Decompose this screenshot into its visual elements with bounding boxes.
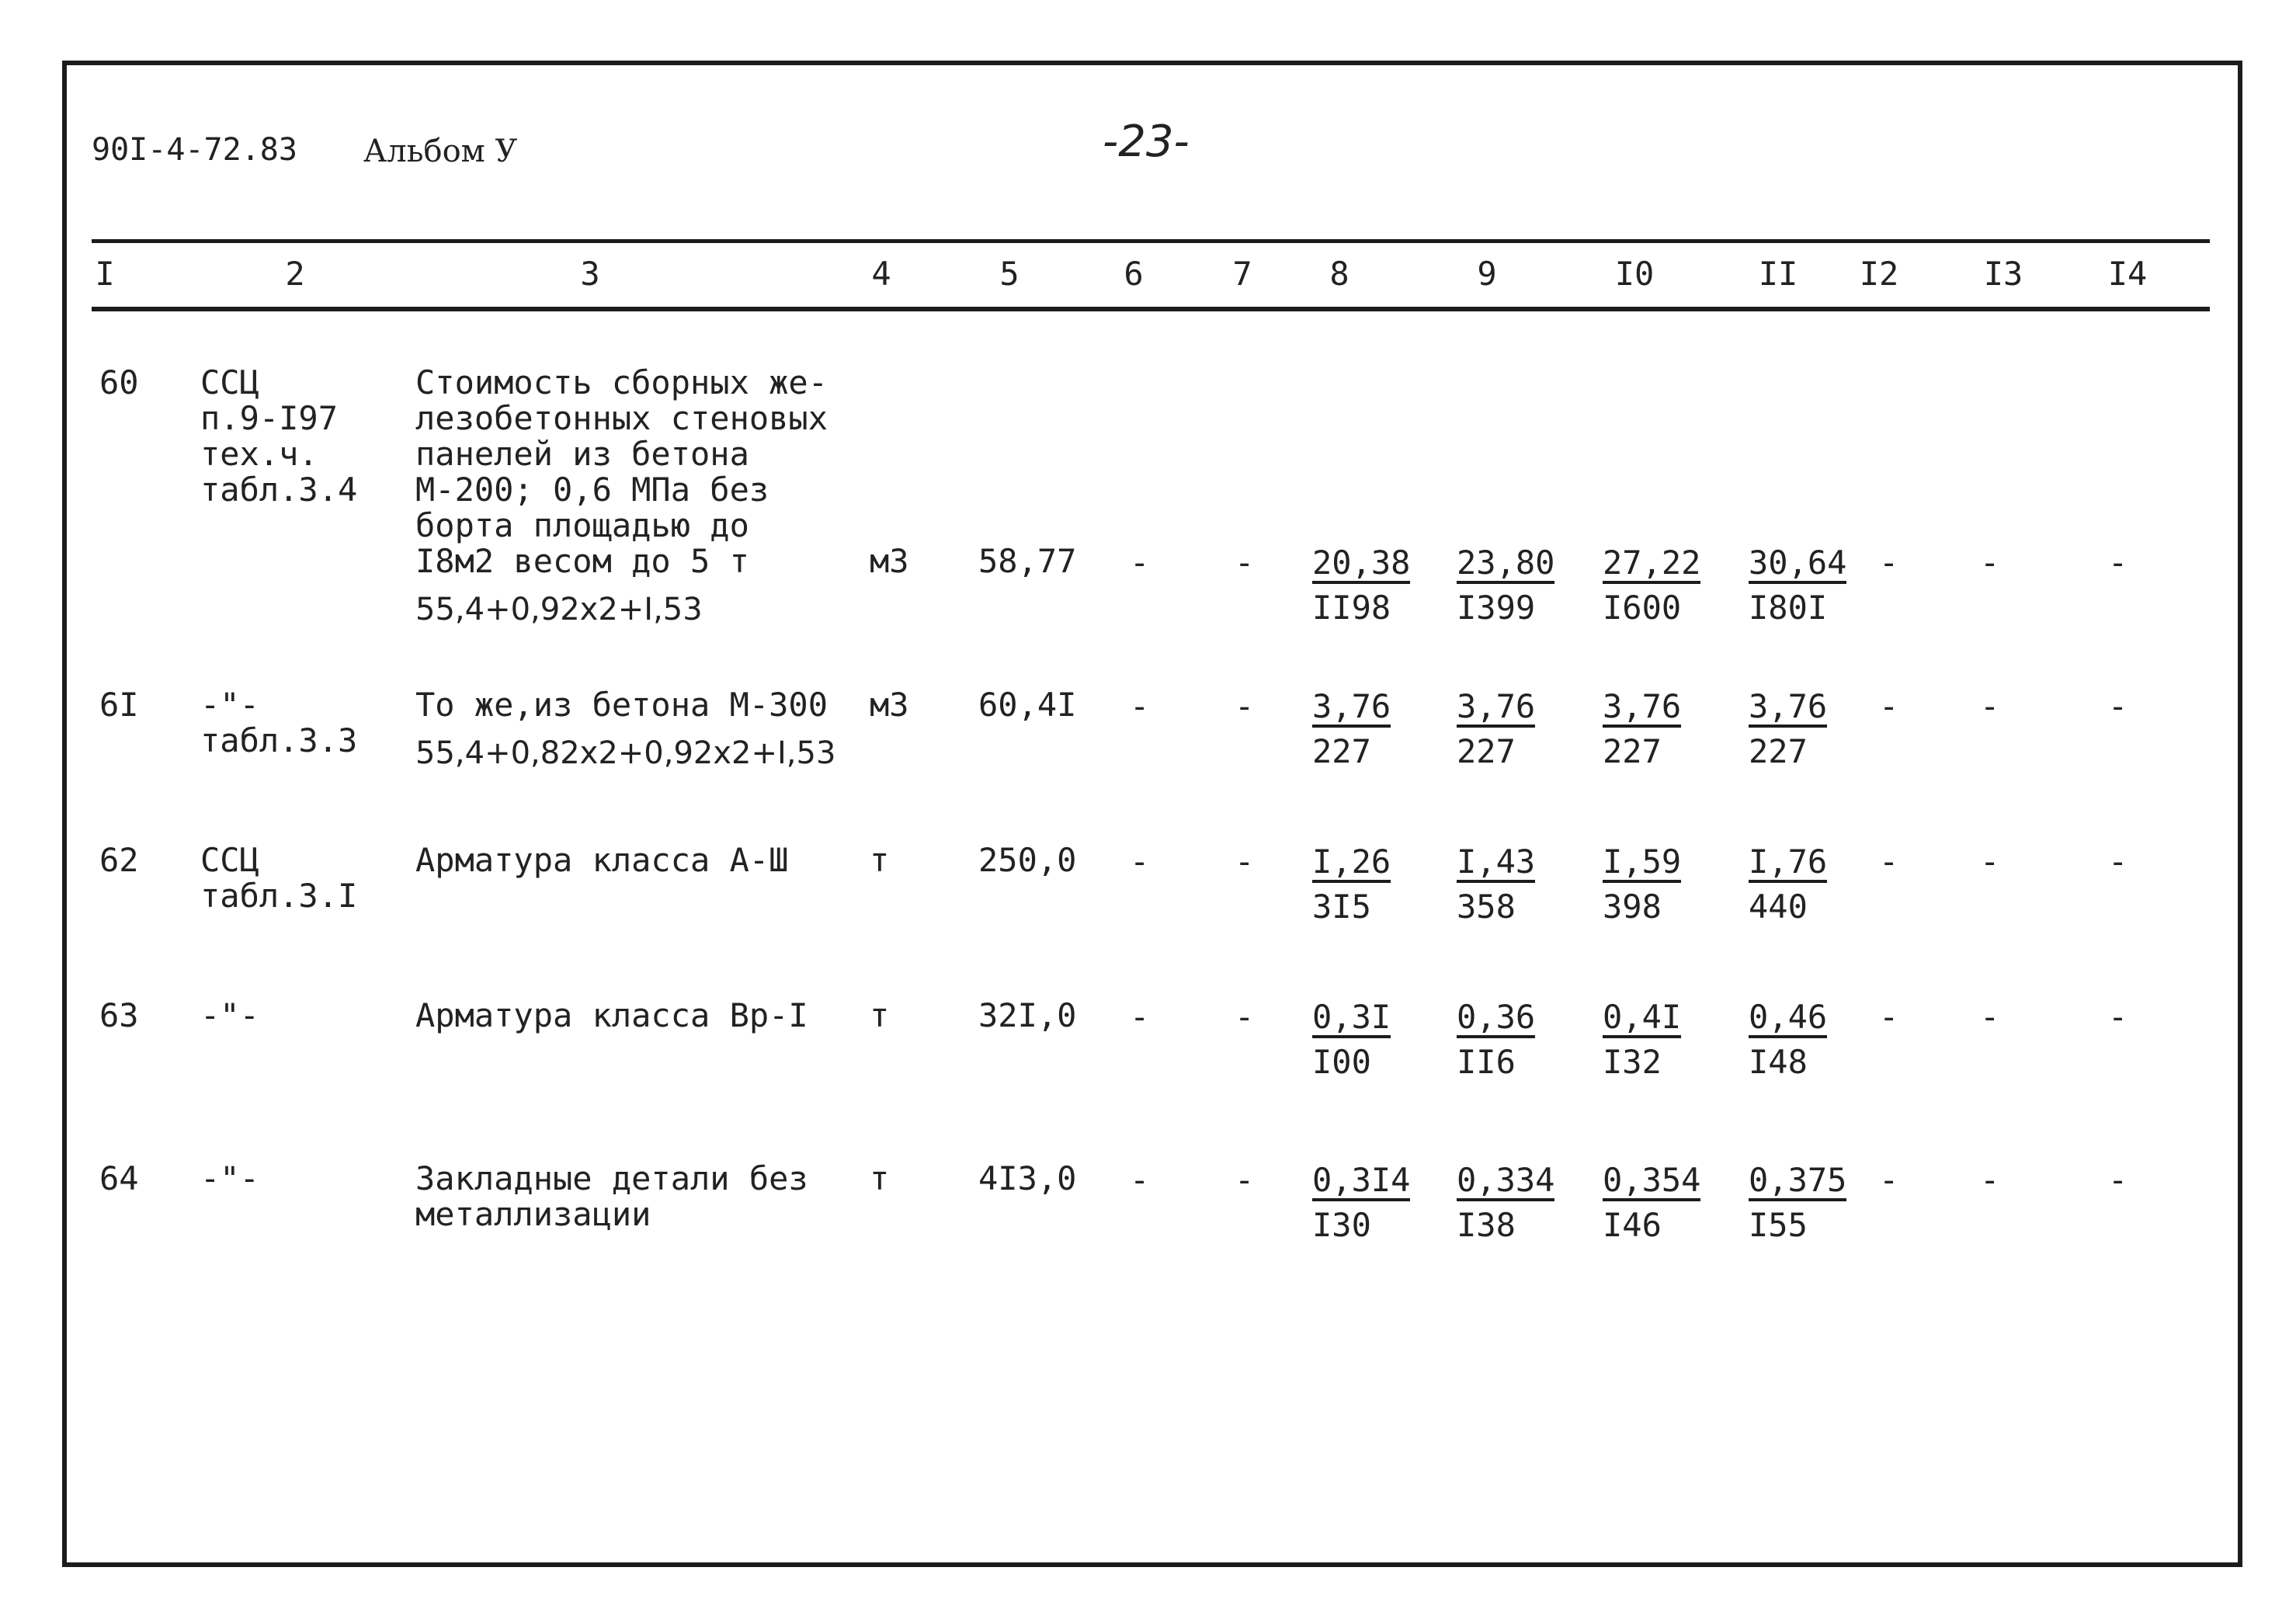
column-number: I3: [1983, 255, 2023, 293]
value-bottom: I32: [1603, 1043, 1662, 1081]
description-line: М-200; 0,6 МПа без: [415, 471, 769, 509]
value-bottom: II6: [1457, 1043, 1516, 1081]
description-line: I8м2 весом до 5 т: [415, 542, 749, 580]
description-line: То же,из бетона М-300: [415, 686, 828, 724]
price-formula: 55,4+0,92х2+I,53: [415, 592, 703, 627]
value-top: 0,354: [1603, 1164, 1700, 1201]
value-fraction: [1749, 998, 1828, 1081]
value-fraction: [1312, 687, 1391, 770]
source-line: табл.3.3: [200, 721, 358, 759]
value-top: I,26: [1312, 846, 1391, 883]
page-number: -23-: [1103, 116, 1190, 167]
unit-price: 250,0: [978, 841, 1077, 879]
col7-value: -: [1235, 843, 1255, 881]
header-rule-top: [92, 239, 2210, 243]
source-line: тех.ч.: [200, 435, 318, 473]
value-bottom: 227: [1457, 732, 1516, 770]
value-fraction: [1603, 998, 1682, 1081]
col7-value: -: [1235, 544, 1255, 582]
column-number: I4: [2107, 255, 2148, 293]
unit: т: [870, 1159, 890, 1197]
col12-value: -: [1879, 998, 1899, 1036]
value-fraction: [1457, 1161, 1555, 1244]
source-reference: [200, 843, 357, 914]
col14-value: -: [2108, 998, 2128, 1036]
value-top: 20,38: [1312, 547, 1410, 584]
value-fraction: [1603, 843, 1682, 926]
description-line: лезобетонных стеновых: [415, 399, 828, 437]
value-fraction: [1312, 544, 1411, 627]
value-top: 3,76: [1603, 690, 1681, 728]
value-bottom: I55: [1749, 1206, 1808, 1244]
value-bottom: II98: [1312, 589, 1391, 627]
value-bottom: I46: [1603, 1206, 1662, 1244]
col7-value: -: [1235, 998, 1255, 1036]
description-line: борта площадью до: [415, 506, 749, 544]
value-bottom: I38: [1457, 1206, 1516, 1244]
col6-value: -: [1130, 687, 1150, 725]
value-top: 27,22: [1603, 547, 1700, 584]
item-description: [415, 998, 808, 1034]
unit-price: 32I,0: [978, 996, 1077, 1034]
value-top: I,76: [1749, 846, 1827, 883]
column-number: 4: [871, 255, 891, 293]
value-bottom: 227: [1312, 732, 1371, 770]
value-fraction: [1749, 544, 1847, 627]
document-code: 90I-4-72.83: [92, 132, 297, 168]
unit: т: [870, 996, 890, 1034]
header-rule-bottom: [92, 307, 2210, 311]
value-bottom: 398: [1603, 888, 1662, 926]
source-line: табл.3.4: [200, 471, 358, 509]
unit-price: 60,4I: [978, 686, 1077, 724]
column-number: II: [1758, 255, 1798, 293]
value-fraction: [1457, 998, 1536, 1081]
value-top: 30,64: [1749, 547, 1846, 584]
price-formula: 55,4+0,82х2+0,92х2+I,53: [415, 735, 836, 771]
col13-value: -: [1980, 544, 2000, 582]
value-top: 0,46: [1749, 1001, 1827, 1038]
value-fraction: [1749, 1161, 1847, 1244]
description-line: Закладные детали без: [415, 1159, 808, 1197]
col14-value: -: [2108, 544, 2128, 582]
row-number: 63: [99, 996, 139, 1034]
value-top: 0,36: [1457, 1001, 1535, 1038]
value-bottom: I80I: [1749, 589, 1828, 627]
unit: т: [870, 841, 890, 879]
item-description: [415, 365, 828, 579]
description-line: Стоимость сборных же-: [415, 363, 828, 401]
value-bottom: I00: [1312, 1043, 1371, 1081]
description-line: Арматура класса А-Ш: [415, 841, 789, 879]
value-bottom: I48: [1749, 1043, 1808, 1081]
value-bottom: 227: [1603, 732, 1662, 770]
col7-value: -: [1235, 687, 1255, 725]
column-number: 6: [1124, 255, 1144, 293]
source-line: ССЦ: [200, 841, 259, 879]
item-description: [415, 687, 828, 723]
value-top: 0,4I: [1603, 1001, 1681, 1038]
value-top: 0,3I: [1312, 1001, 1391, 1038]
value-top: 3,76: [1312, 690, 1391, 728]
value-top: 0,375: [1749, 1164, 1846, 1201]
source-line: -"-: [200, 996, 259, 1034]
column-number: 2: [285, 255, 305, 293]
row-number: 60: [99, 363, 139, 401]
value-bottom: I399: [1457, 589, 1536, 627]
value-bottom: 227: [1749, 732, 1808, 770]
col12-value: -: [1879, 1161, 1899, 1199]
unit: м3: [870, 686, 909, 724]
col6-value: -: [1130, 1161, 1150, 1199]
unit-price: 58,77: [978, 542, 1077, 580]
source-reference: [200, 687, 357, 759]
row-number: 64: [99, 1159, 139, 1197]
source-line: -"-: [200, 1159, 259, 1197]
column-number: 5: [999, 255, 1019, 293]
value-bottom: 358: [1457, 888, 1516, 926]
value-fraction: [1603, 687, 1682, 770]
column-number: 7: [1232, 255, 1252, 293]
source-reference: [200, 998, 259, 1034]
value-fraction: [1312, 843, 1391, 926]
col6-value: -: [1130, 544, 1150, 582]
source-reference: [200, 365, 357, 508]
item-description: [415, 1161, 808, 1232]
value-top: I,43: [1457, 846, 1535, 883]
column-number: I0: [1614, 255, 1655, 293]
col13-value: -: [1980, 998, 2000, 1036]
value-bottom: I600: [1603, 589, 1682, 627]
value-top: 0,3I4: [1312, 1164, 1410, 1201]
value-fraction: [1312, 1161, 1411, 1244]
column-number: 3: [580, 255, 600, 293]
album-label: Альбом У: [363, 134, 518, 169]
col13-value: -: [1980, 687, 2000, 725]
description-line: Арматура класса Вр-I: [415, 996, 808, 1034]
value-fraction: [1603, 1161, 1701, 1244]
source-line: ССЦ: [200, 363, 259, 401]
value-fraction: [1457, 544, 1555, 627]
column-number: 9: [1477, 255, 1497, 293]
col14-value: -: [2108, 843, 2128, 881]
value-top: 0,334: [1457, 1164, 1554, 1201]
value-top: 23,80: [1457, 547, 1554, 584]
value-top: 3,76: [1457, 690, 1535, 728]
col14-value: -: [2108, 1161, 2128, 1199]
value-bottom: 440: [1749, 888, 1808, 926]
col14-value: -: [2108, 687, 2128, 725]
page-frame: [62, 61, 2242, 1567]
value-fraction: [1749, 687, 1828, 770]
col6-value: -: [1130, 843, 1150, 881]
col6-value: -: [1130, 998, 1150, 1036]
value-bottom: 3I5: [1312, 888, 1371, 926]
source-reference: [200, 1161, 259, 1197]
col12-value: -: [1879, 687, 1899, 725]
value-top: 3,76: [1749, 690, 1827, 728]
column-number: I: [95, 255, 115, 293]
unit: м3: [870, 542, 909, 580]
source-line: табл.3.I: [200, 877, 358, 915]
col13-value: -: [1980, 1161, 2000, 1199]
value-fraction: [1603, 544, 1701, 627]
row-number: 62: [99, 841, 139, 879]
column-number: I2: [1859, 255, 1899, 293]
source-line: п.9-I97: [200, 399, 339, 437]
item-description: [415, 843, 788, 878]
value-fraction: [1457, 843, 1536, 926]
col12-value: -: [1879, 544, 1899, 582]
unit-price: 4I3,0: [978, 1159, 1077, 1197]
row-number: 6I: [99, 686, 139, 724]
value-fraction: [1749, 843, 1828, 926]
description-line: панелей из бетона: [415, 435, 749, 473]
value-top: I,59: [1603, 846, 1681, 883]
source-line: -"-: [200, 686, 259, 724]
col13-value: -: [1980, 843, 2000, 881]
value-bottom: I30: [1312, 1206, 1371, 1244]
col7-value: -: [1235, 1161, 1255, 1199]
value-fraction: [1457, 687, 1536, 770]
col12-value: -: [1879, 843, 1899, 881]
description-line: металлизации: [415, 1195, 651, 1233]
value-fraction: [1312, 998, 1391, 1081]
column-number: 8: [1329, 255, 1349, 293]
